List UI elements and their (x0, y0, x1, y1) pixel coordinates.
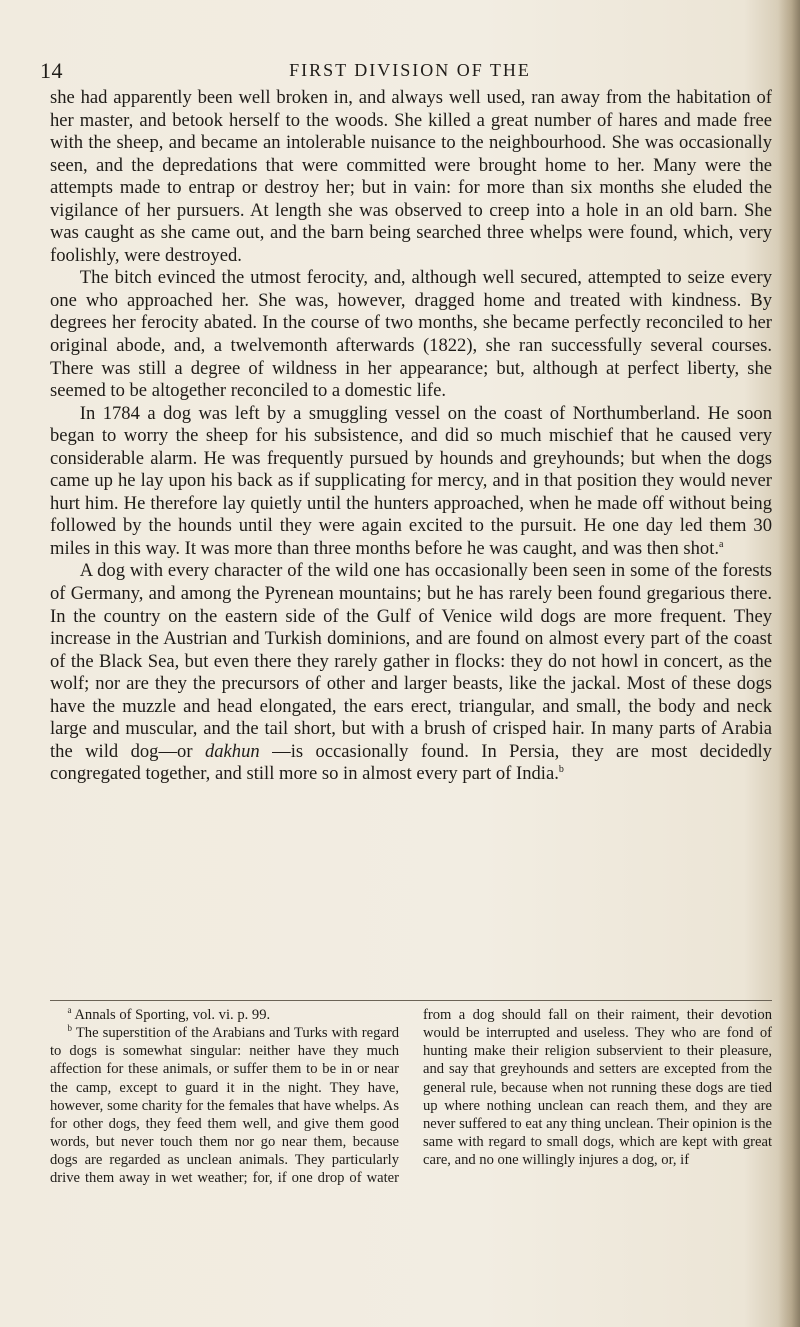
footnote-b-mark: b (67, 1023, 73, 1034)
page-header (40, 58, 780, 86)
footnote-rule (50, 1000, 772, 1001)
footnote-b (50, 1006, 772, 1188)
footnote-ref-b: b (558, 764, 564, 776)
paragraph-3-text: In 1784 a dog was left by a smuggling vessel on the coast of Northumberland. He soon began to worry the sheep for his subsistence, and did so much mischief that he caused very considerable alarm. He was frequently pursued by hounds and greyhounds; but when the dogs came up he lay upon his back as if supplicating for mercy, and in that position they would never hurt him. He therefore lay quietly until the hunters approached, when he made off without being followed by the hounds until they were again excited to the pursuit. He one day led them 30 miles in this way. It was more than three months before he was caught, and was then shot. (50, 402, 772, 559)
running-head: FIRST DIVISION OF THE (289, 60, 531, 80)
footnote-a-mark: a (67, 1005, 72, 1016)
page-number: 14 (40, 58, 63, 83)
paragraph-3 (50, 403, 772, 561)
paragraph-4 (50, 560, 772, 785)
footnote-a (50, 1006, 399, 1024)
paragraph-4-text-a: A dog with every character of the wild one has occasionally been seen in some of the forests of Germany, and among the Pyrenean mountains; but he has rarely been found gregarious there. In the country on the eastern side of the Gulf of Venice wild dogs are more frequent. They increase in the Austrian and Turkish dominions, and are found on almost every part of the coast of the Black Sea, but even there they rarely gather in flocks: they do not howl in concert, as the wolf; nor are they the precursors of other and larger beasts, like the jackal. Most of these dogs have the muzzle and head elongated, the ears erect, triangular, and small, the body and neck large and muscular, and the tail short, but with a brush of crisped hair. In many parts of Arabia the wild dog—or (50, 560, 772, 762)
paragraph-2: The bitch evinced the utmost ferocity, and, although well secured, attempted to seize every one who approached her. She was, however, dragged home and treated with kindness. By degrees her ferocity abated. In the course of two months, she became perfectly reconciled to her original abode, and, a twelvemonth afterwards (1822), she ran successfully several courses. There was still a degree of wildness in her appearance; but, although at perfect liberty, she seemed to be altogether reconciled to a domestic life. (50, 267, 772, 402)
footnotes (50, 1006, 772, 1188)
footnote-b-text: The superstition of the Arabians and Turks with regard to dogs is somewhat singular: neither have they much affection for these animals, or suffer them to be in or near the camp, except to guard it in the night. They have, however, some charity for the females that have whelps. As for other dogs, they feed them well, and give them good words, but never touch them nor go near them, because dogs are regarded as unclean animals. They particularly drive them away in wet weather; for, if one drop of water from a dog should fall on their raiment, their devotion would be interrupted and useless. They who are fond of hunting make their religion subservient to their pleasure, and say that greyhounds and setters are excepted from the general rule, because when not running these dogs are tied up where nothing unclean can reach them, and they are never suffered to eat any thing unclean. Their opinion is the same with regard to small dogs, which are kept with great care, and no one willingly injures a dog, or, if (50, 1007, 772, 1187)
paragraph-1: she had apparently been well broken in, and always well used, ran away from the habitation of her master, and betook herself to the woods. She killed a great number of hares and made free with the sheep, and became an intolerable nuisance to the neighbourhood. She was occasionally seen, and the depredations that were committed were brought home to her. Many were the attempts made to entrap or destroy her; but in vain: for more than six months she eluded the vigilance of her pursuers. At length she was observed to creep into a hole in an old barn. She was caught as she came out, and the barn being searched three whelps were found, which, very foolishly, were destroyed. (50, 87, 772, 266)
footnote-a-text: Annals of Sporting, vol. vi. p. 99. (71, 1007, 271, 1023)
main-text (50, 87, 772, 786)
italic-term: dakhun (204, 740, 260, 762)
footnote-ref-a: a (719, 538, 724, 550)
page-edge-shadow (778, 0, 800, 1327)
paragraph-4-text-b: —is occasionally found. In Persia, they are most decidedly congregated together, and still more so in almost every part of India. (50, 740, 772, 785)
